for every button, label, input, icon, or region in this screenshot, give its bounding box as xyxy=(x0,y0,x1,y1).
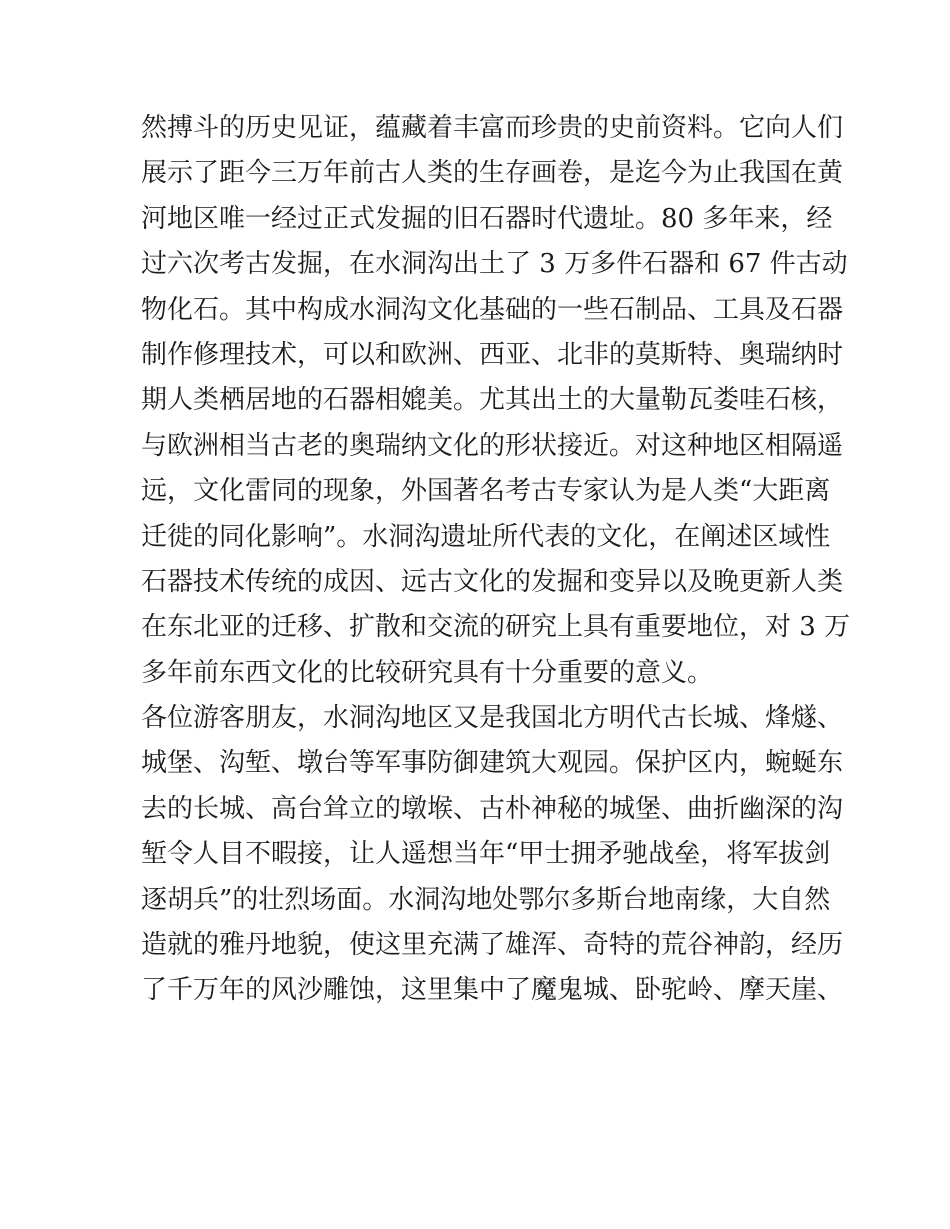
text-line: 迁徙的同化影响”。水洞沟遗址所代表的文化，在阐述区域性 xyxy=(141,521,831,552)
text-line: 去的长城、高台耸立的墩堠、古朴神秘的城堡、曲折幽深的沟 xyxy=(141,793,844,824)
text-line: 然搏斗的历史见证，蕴藏着丰富而珍贵的史前资料。它向人们 xyxy=(141,113,844,143)
text-line: 造就的雅丹地貌，使这里充满了雄浑、奇特的荒谷神韵，经历 xyxy=(141,930,844,961)
text-line: 期人类栖居地的石器相媲美。尤其出土的大量勒瓦娄哇石核， xyxy=(141,385,844,416)
text-line: 与欧洲相当古老的奥瑞纳文化的形状接近。对这种地区相隔遥 xyxy=(141,430,844,461)
text-line: 在东北亚的迁移、扩散和交流的研究上具有重要地位，对 3 万 xyxy=(141,612,851,643)
text-line: 展示了距今三万年前古人类的生存画卷，是迄今为止我国在黄 xyxy=(141,158,844,189)
text-line: 城堡、沟堑、墩台等军事防御建筑大观园。保护区内，蜿蜒东 xyxy=(141,748,844,779)
text-line: 远，文化雷同的现象，外国著名考古专家认为是人类“大距离 xyxy=(141,476,831,507)
text-line: 各位游客朋友，水洞沟地区又是我国北方明代古长城、烽燧、 xyxy=(141,703,844,734)
text-line: 石器技术传统的成因、远古文化的发掘和变异以及晚更新人类 xyxy=(141,566,844,597)
text-line: 过六次考古发掘，在水洞沟出土了 3 万多件石器和 67 件古动 xyxy=(141,249,848,280)
text-line: 堑令人目不暇接，让人遥想当年“甲士拥矛驰战垒，将军拔剑 xyxy=(141,839,831,870)
body-text xyxy=(141,106,851,1014)
text-line: 制作修理技术，可以和欧洲、西亚、北非的莫斯特、奥瑞纳时 xyxy=(141,339,844,370)
text-line: 逐胡兵”的壮烈场面。水洞沟地处鄂尔多斯台地南缘，大自然 xyxy=(141,884,831,915)
text-line: 多年前东西文化的比较研究具有十分重要的意义。 xyxy=(141,657,714,688)
text-line: 物化石。其中构成水洞沟文化基础的一些石制品、工具及石器 xyxy=(141,294,844,325)
text-line: 河地区唯一经过正式发掘的旧石器时代遗址。80 多年来，经 xyxy=(141,203,833,234)
text-line: 了千万年的风沙雕蚀，这里集中了魔鬼城、卧驼岭、摩天崖、 xyxy=(141,975,844,1006)
